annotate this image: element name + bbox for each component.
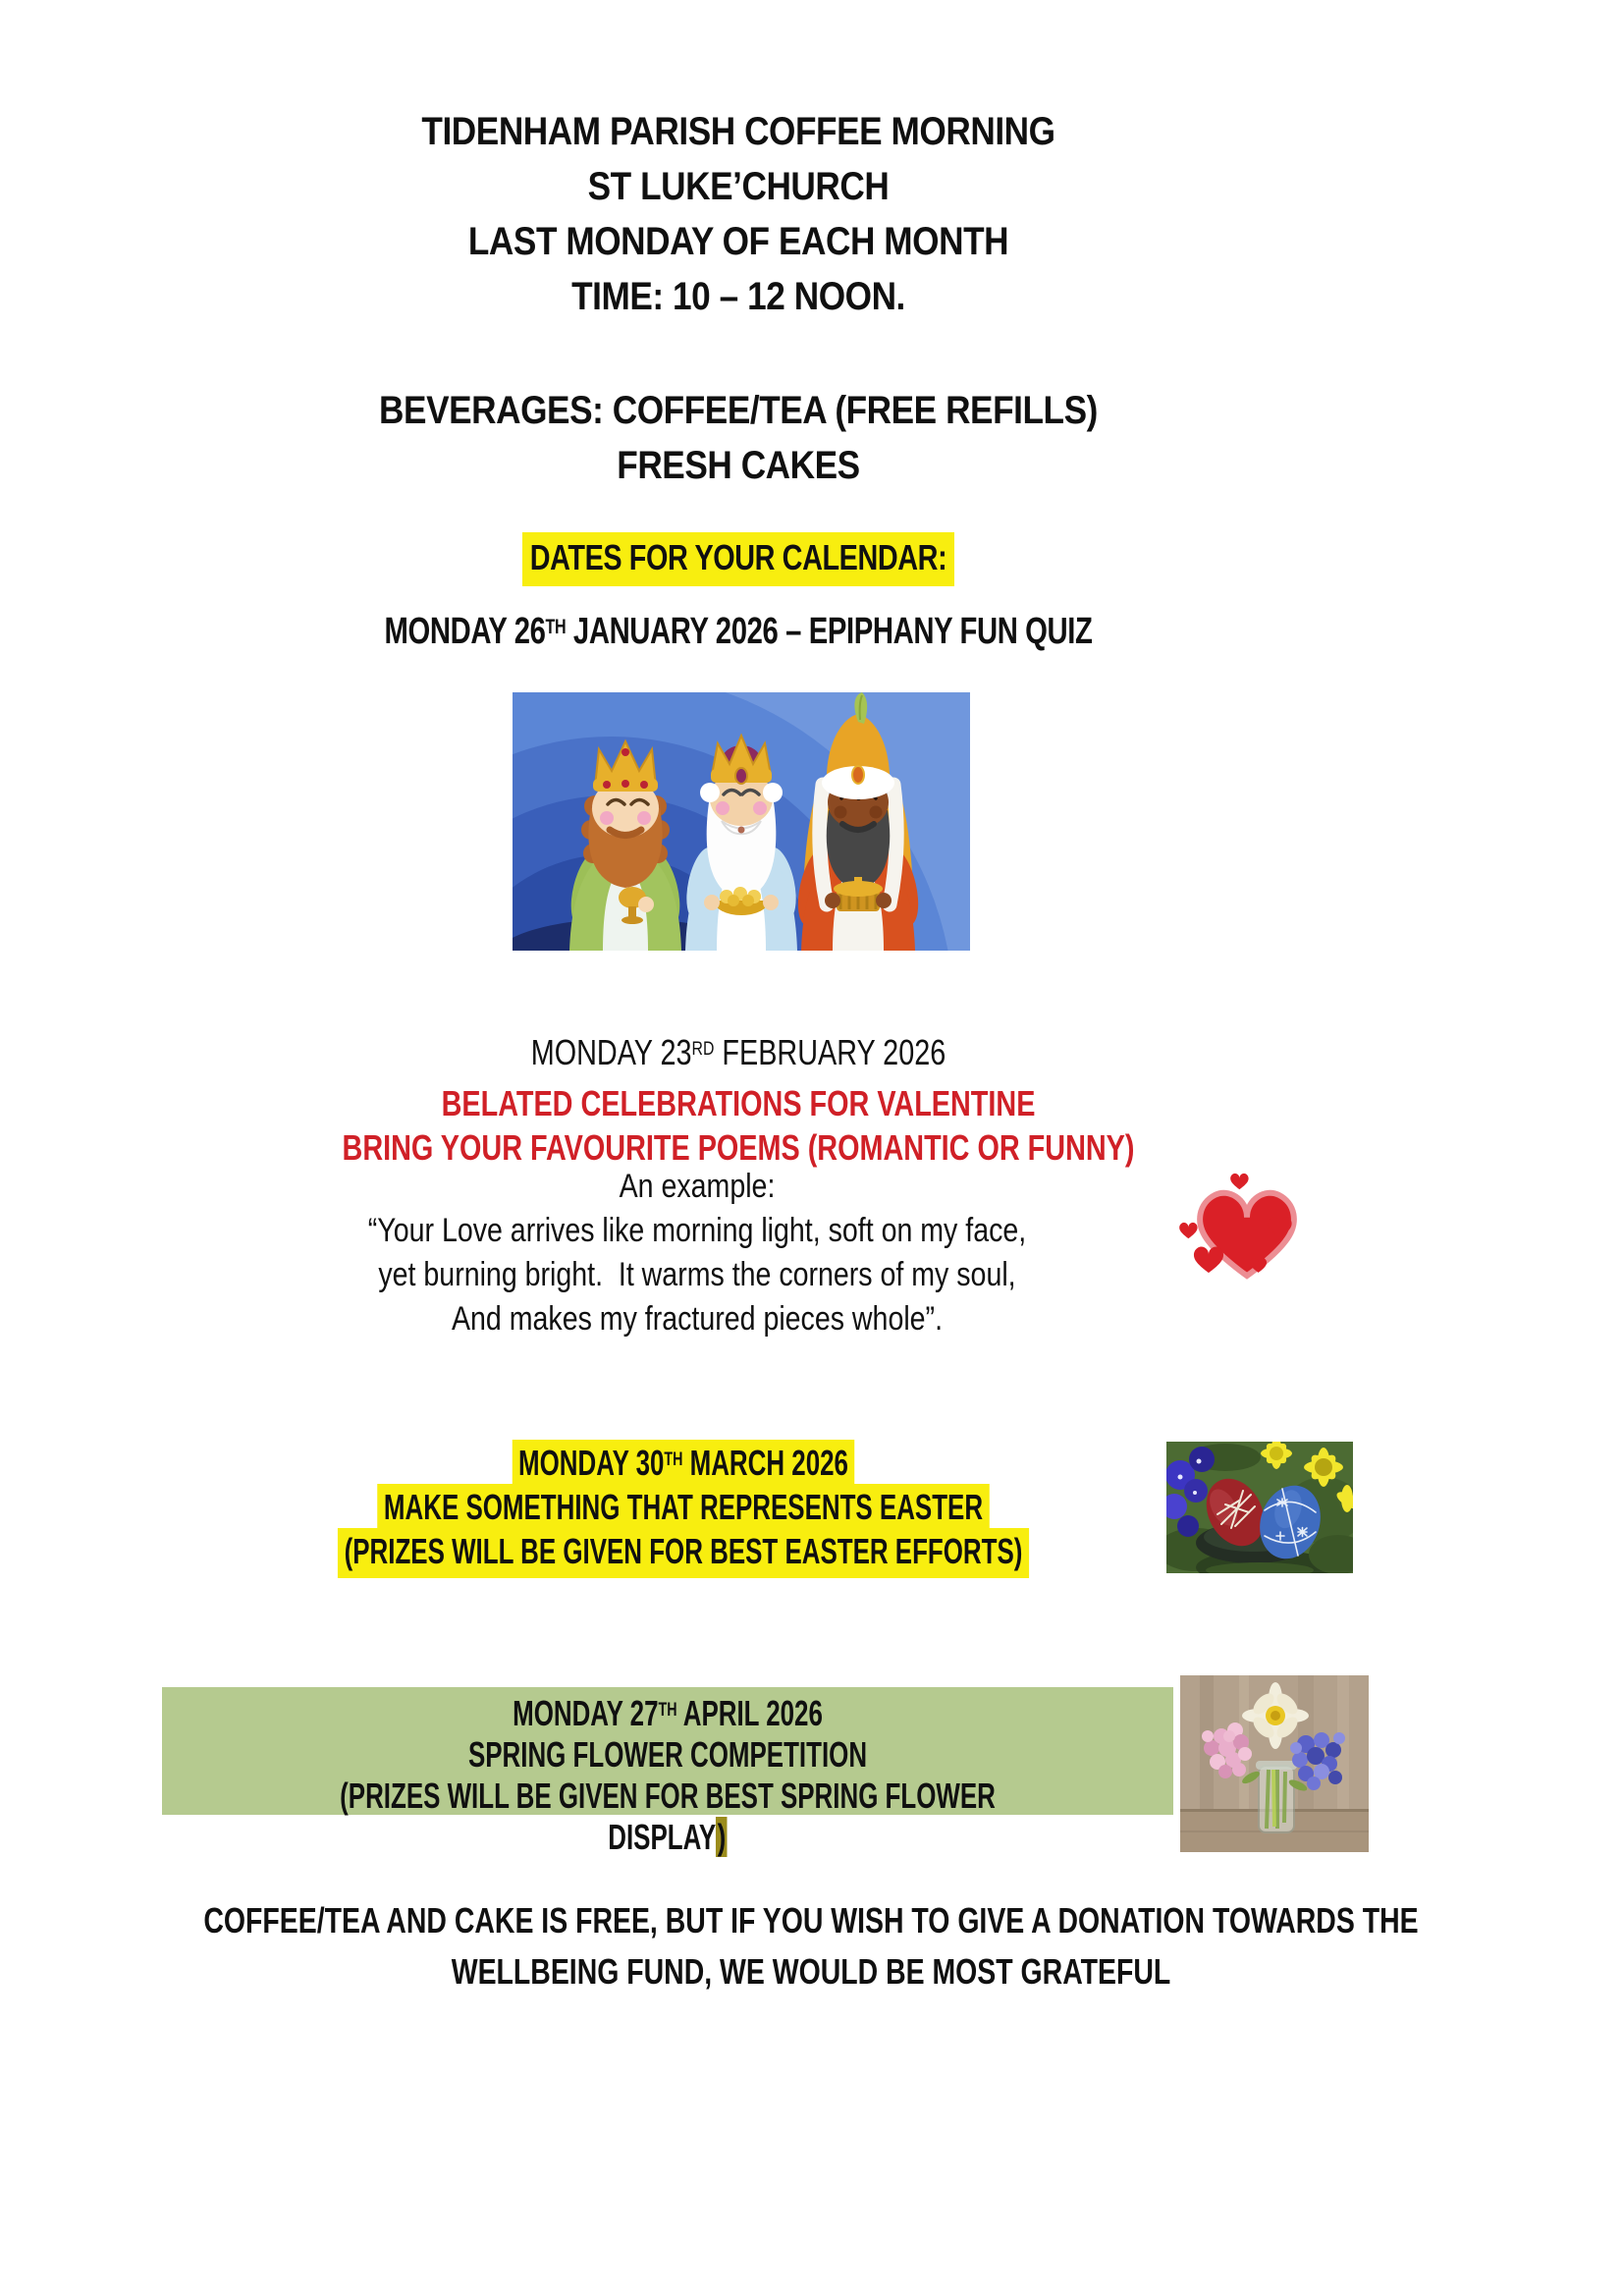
march-date-line (191, 1440, 1175, 1484)
february-ordinal: RD (691, 1038, 715, 1061)
highlighted-paren: ) (717, 1817, 727, 1857)
beverages-line: FRESH CAKES (617, 444, 860, 487)
beverages-line: BEVERAGES: COFFEE/TEA (FREE REFILLS) (379, 389, 1098, 432)
title-line: ST LUKE’CHURCH (587, 165, 890, 208)
easter-line: (PRIZES WILL BE GIVEN FOR BEST EASTER EFFORTS) (191, 1528, 1175, 1572)
january-ordinal: TH (545, 615, 567, 638)
spring-flowers-image (1180, 1675, 1369, 1852)
three-kings-illustration (513, 692, 970, 951)
february-date-text: FEBRUARY 2026 (714, 1032, 946, 1072)
easter-eggs-image (1166, 1442, 1353, 1573)
easter-eggs-photo (1166, 1442, 1353, 1573)
title-line: TIME: 10 – 12 NOON. (571, 275, 905, 318)
january-text: JANUARY 2026 – EPIPHANY FUN QUIZ (566, 611, 1093, 652)
three-kings-image (513, 692, 970, 951)
march-block (0, 1440, 1367, 1572)
april-date-line (303, 1693, 1032, 1734)
easter-line: MAKE SOMETHING THAT REPRESENTS EASTER (191, 1484, 1175, 1528)
april-date-text: MONDAY 27 (513, 1693, 659, 1733)
april-date-text: APRIL 2026 (676, 1693, 823, 1733)
spring-competition-line: SPRING FLOWER COMPETITION (467, 1734, 868, 1775)
title-line: TIDENHAM PARISH COFFEE MORNING (421, 110, 1055, 153)
title-line: LAST MONDAY OF EACH MONTH (467, 220, 1009, 263)
example-label: An example: (619, 1168, 776, 1205)
valentine-line: BRING YOUR FAVOURITE POEMS (ROMANTIC OR FUNNY) (342, 1127, 1135, 1168)
donation-block (0, 1895, 1622, 1997)
march-date-text: MARCH 2026 (682, 1443, 848, 1483)
january-event-line (170, 607, 1307, 662)
january-text: MONDAY 26 (384, 611, 546, 652)
donation-line: COFFEE/TEA AND CAKE IS FREE, BUT IF YOU WISH TO GIVE A DONATION TOWARDS THE (203, 1900, 1419, 1941)
spring-flowers-photo (1180, 1675, 1369, 1852)
calendar-heading-row (147, 532, 1328, 586)
february-block (0, 1030, 1477, 1170)
valentine-line: BELATED CELEBRATIONS FOR VALENTINE (441, 1083, 1036, 1123)
spring-prizes-line: (PRIZES WILL BE GIVEN FOR BEST SPRING FLOWER DISPLAY) (340, 1776, 996, 1857)
hearts-image (1176, 1167, 1314, 1312)
red-hearts-clipart (1176, 1167, 1314, 1312)
poem-line: yet burning bright. It warms the corners of my soul, (378, 1256, 1016, 1293)
april-band (162, 1687, 1173, 1857)
poem-line: “Your Love arrives like morning light, soft on my face, (367, 1212, 1027, 1249)
donation-line: WELLBEING FUND, WE WOULD BE MOST GRATEFUL (451, 1951, 1171, 1992)
march-date-text: MONDAY 30 (518, 1443, 665, 1483)
february-date-text: MONDAY 23 (530, 1032, 692, 1072)
april-ordinal: TH (658, 1699, 677, 1722)
february-date-line (147, 1030, 1328, 1081)
calendar-heading: DATES FOR YOUR CALENDAR: (522, 532, 955, 586)
beverages-block (0, 383, 1477, 493)
title-block (0, 104, 1477, 324)
march-ordinal: TH (664, 1449, 683, 1471)
poem-line: And makes my fractured pieces whole”. (451, 1300, 944, 1338)
